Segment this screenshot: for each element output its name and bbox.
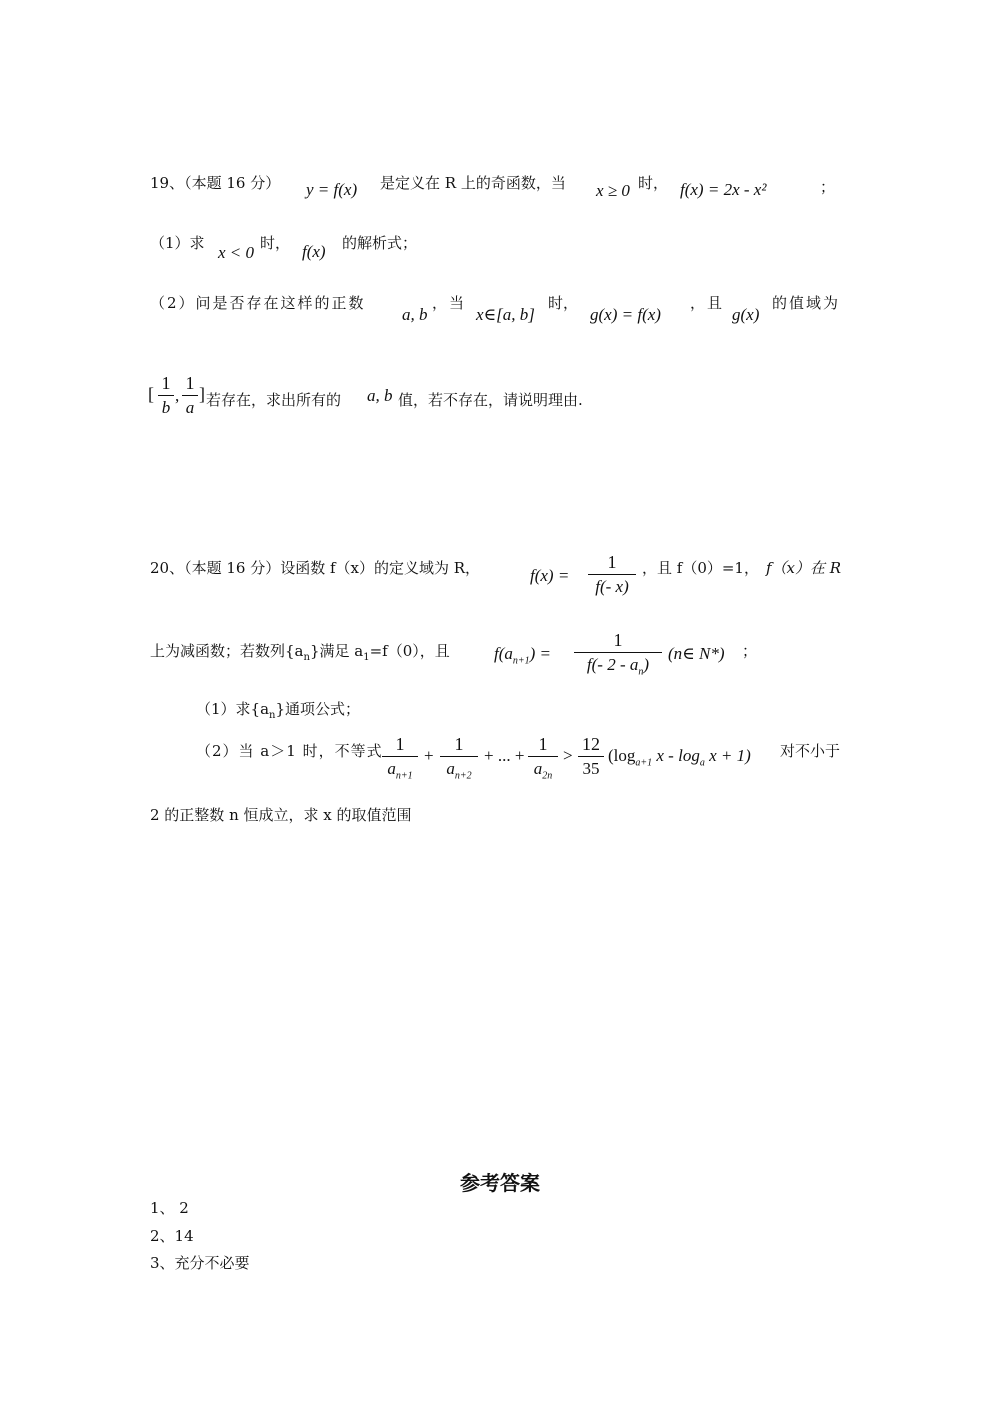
log-sub-1: a+1 xyxy=(635,757,653,769)
q20-line2-sub-1: 1 xyxy=(363,652,370,663)
q20-part1-sub: n xyxy=(269,710,276,721)
range-comma: , xyxy=(175,386,180,405)
answer-item-2: 2、14 xyxy=(150,1227,194,1245)
q19-math-x-lt-0: x < 0 xyxy=(218,243,255,262)
answer-item-1: 1、 2 xyxy=(150,1199,189,1217)
q19-part1-label: （1）求 xyxy=(150,234,205,252)
ineq-fraction-3 xyxy=(528,733,558,786)
q20-fraction-1 xyxy=(588,551,636,597)
ineq-log-expression xyxy=(608,746,751,768)
ineq-fraction-4 xyxy=(578,733,604,779)
q19-part2-text-5: 的值域为 xyxy=(772,294,841,312)
ineq-fraction-4-denominator: 35 xyxy=(582,759,600,778)
ineq-fraction-4-numerator: 12 xyxy=(582,734,600,754)
q20-text-1: ，且 f（0）=1， xyxy=(642,559,759,577)
q20-line2-text-3: =f（0），且 xyxy=(369,642,450,660)
q19-range-text: 若存在，求出所有的 xyxy=(206,391,342,409)
ineq-d1-sub: n+1 xyxy=(395,770,413,782)
ineq-fraction-2-denominator xyxy=(440,759,478,786)
ineq-d2-sub: n+2 xyxy=(454,770,472,782)
q19-text-2: 时， xyxy=(638,174,669,192)
ineq-d1-text: a xyxy=(387,759,396,778)
q20-fraction-2-numerator: 1 xyxy=(613,630,623,650)
log-expr-1: (log xyxy=(608,746,636,765)
q19-part1-text-3: 的解析式； xyxy=(342,234,418,252)
q20-line2 xyxy=(150,640,450,663)
q20-part1-text: （1）求{a xyxy=(196,700,270,718)
q19-label: 19、（本题 16 分） xyxy=(150,174,281,192)
range-fraction-2-denominator: a xyxy=(185,398,195,417)
range-fraction-2-numerator: 1 xyxy=(185,373,195,393)
q20-math-fa-sub: n+1 xyxy=(512,655,530,667)
q19-math-ab-2: a, b xyxy=(367,386,393,405)
fraction-bar xyxy=(382,756,418,757)
fraction-bar xyxy=(440,756,478,757)
fraction-bar xyxy=(588,574,636,575)
log-expr-2: x - log xyxy=(652,746,700,765)
ineq-d3-sub: 2n xyxy=(542,770,553,782)
q19-math-gx-eq-fx: g(x) = f(x) xyxy=(590,305,661,324)
fraction-bar xyxy=(182,395,198,396)
fraction-bar xyxy=(158,395,174,396)
q20-fraction-2-den-text: f(- 2 - a xyxy=(586,655,639,674)
q19-math-y-eq-fx: y = f(x) xyxy=(306,180,358,199)
q20-math-f-a xyxy=(494,644,551,666)
q19-part2-text-4: ，且 xyxy=(690,294,725,312)
q20-fraction-1-numerator: 1 xyxy=(607,552,617,572)
q20-label: 20、（本题 16 分）设函数 f（x）的定义域为 R， xyxy=(150,559,481,577)
q20-text-1b: f（x）在 R xyxy=(766,559,842,577)
q20-last-line: 2 的正整数 n 恒成立，求 x 的取值范围 xyxy=(150,806,412,824)
ineq-plus-dots: + ... + xyxy=(484,746,525,765)
q20-math-n-in-N: (n∈ N*) xyxy=(668,644,725,663)
ineq-fraction-3-numerator: 1 xyxy=(538,734,548,754)
q19-text-1: 是定义在 R 上的奇函数，当 xyxy=(380,174,566,192)
ineq-fraction-1-numerator: 1 xyxy=(395,734,405,754)
fraction-bar xyxy=(528,756,558,757)
ineq-greater-than: > xyxy=(563,746,573,765)
ineq-fraction-2-numerator: 1 xyxy=(454,734,464,754)
q20-part1-end: }通项公式； xyxy=(275,700,361,718)
q20-part2-label: （2）当 a＞1 时，不等式 xyxy=(196,742,383,760)
q19-part1-text-2: 时， xyxy=(260,234,291,252)
q19-part2-text-2: ，当 xyxy=(432,294,467,312)
q19-part2-text-3: 时， xyxy=(548,294,579,312)
range-open-bracket: [ xyxy=(148,384,154,404)
q19-math-ab: a, b xyxy=(402,305,428,324)
ineq-fraction-3-denominator xyxy=(528,759,558,786)
range-close-bracket: ] xyxy=(199,384,205,404)
q19-range-text-2: 值，若不存在，请说明理由. xyxy=(398,391,583,409)
q20-fraction-1-denominator: f(- x) xyxy=(595,577,629,596)
ineq-d2-text: a xyxy=(446,759,455,778)
ineq-d3-text: a xyxy=(533,759,543,778)
q20-fraction-2-den-sub: n xyxy=(638,666,644,678)
ineq-fraction-2 xyxy=(440,733,478,786)
fraction-bar xyxy=(578,756,604,757)
ineq-fraction-1 xyxy=(382,733,418,786)
q20-fraction-2-denominator xyxy=(574,655,662,682)
q20-line2-sub-n: n xyxy=(303,652,310,663)
q20-line2-end: ； xyxy=(742,642,758,660)
q19-part2-label: （2）问是否存在这样的正数 xyxy=(150,294,366,312)
q19-semicolon: ； xyxy=(820,178,836,196)
fraction-bar xyxy=(574,652,662,653)
q20-part2-end: 对不小于 xyxy=(780,742,841,760)
q19-math-fx: f(x) xyxy=(302,242,326,261)
ineq-plus-1: + xyxy=(424,746,434,765)
q20-fraction-2 xyxy=(574,629,662,682)
answer-item-3: 3、充分不必要 xyxy=(150,1254,250,1272)
q20-line2-text-1: 上为减函数；若数列{a xyxy=(150,642,304,660)
q19-math-x-in-ab: x∈[a, b] xyxy=(476,305,535,324)
q19-math-x-ge-0: x ≥ 0 xyxy=(596,181,630,200)
range-fraction-1 xyxy=(158,372,174,418)
q19-math-fx-def: f(x) = 2x - x² xyxy=(680,180,767,199)
q19-math-gx: g(x) xyxy=(732,305,760,324)
ineq-fraction-1-denominator xyxy=(382,759,418,786)
q20-fraction-2-den-end: ) xyxy=(643,655,650,674)
q20-math-fx-eq: f(x) = xyxy=(530,566,570,585)
log-sub-2: a xyxy=(699,757,705,769)
range-fraction-2 xyxy=(182,372,198,418)
q20-math-fa-open: f(a xyxy=(494,644,513,663)
range-fraction-1-denominator: b xyxy=(161,398,171,417)
answers-title: 参考答案 xyxy=(460,1171,540,1195)
q20-math-fa-close: ) = xyxy=(529,644,552,663)
log-expr-3: x + 1) xyxy=(704,746,751,765)
range-fraction-1-numerator: 1 xyxy=(161,373,171,393)
q20-part1 xyxy=(196,698,360,721)
q20-line2-text-2: }满足 a xyxy=(309,642,364,660)
